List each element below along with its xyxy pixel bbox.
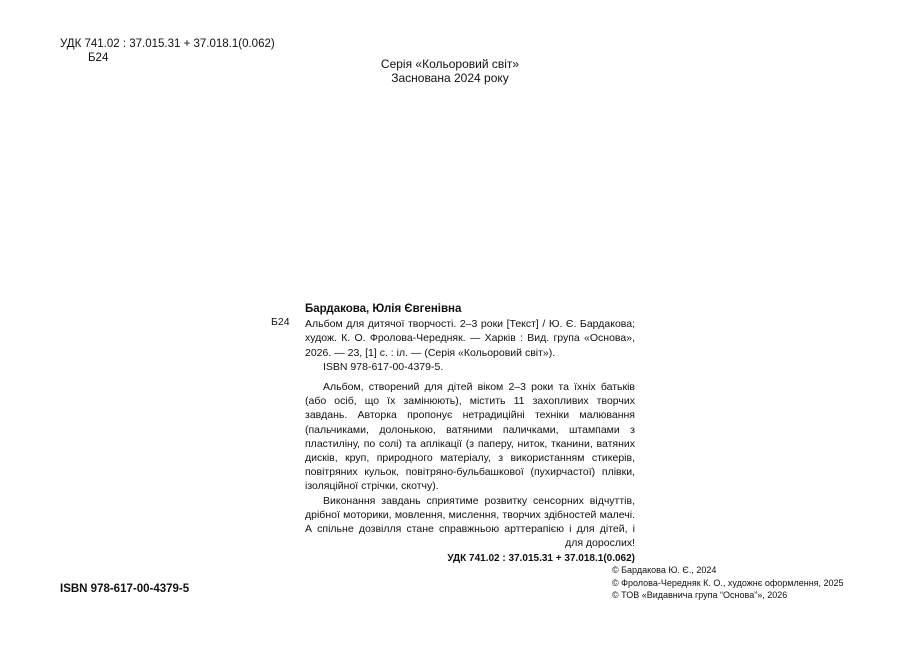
classification-code-header: Б24 [88,52,109,64]
card-classification-code: Б24 [271,316,290,328]
copyright-line: © Фролова-Чередняк К. О., художнє оформлення, 2025 [612,577,844,588]
card-annotation-paragraph-2: Виконання завдань сприятиме розвитку сенсорних відчуттів, дрібної моторики, мовлення, мислення, творчих здібностей малечі. А спільне дозвілля стане справжньою арттерапією і для дітей, і для дорослих! [305,494,635,550]
copyright-block [612,564,844,602]
series-founded: Заснована 2024 року [391,71,509,85]
card-bibliographic-description: Альбом для дитячої творчості. 2–3 роки [Текст] / Ю. Є. Бардакова; худож. К. О. Фролова-Чередняк. — Харків : Вид. група «Основа», 2026. — 23, [1] с. : іл. — (Серія «Кольоровий світ»). [305,318,635,359]
card-annotation-paragraph-1: Альбом, створений для дітей віком 2–3 роки та їхніх батьків (або осіб, що їх замінюють), містить 11 захопливих творчих завдань. Авторка пропонує нетрадиційні техніки малювання (пальчиками, долонькою, ватяними паличками, штампами з пластиліну, по солі) та аплікації (з паперу, ниток, тканини, ватяних дисків, круп, природного матеріалу, з використанням стикерів, повітряних кульок, повітряно-бульбашкової (пухирчастої) плівки, ізоляційної стрічки, скотчу). [305,381,635,493]
series-title: Серія «Кольоровий світ» [380,57,520,71]
footer-isbn: ISBN 978-617-00-4379-5 [60,583,190,595]
card-isbn: ISBN 978-617-00-4379-5. [323,360,444,373]
catalog-card [305,302,635,567]
card-author: Бардакова, Юлія Євгенівна [305,303,462,315]
udk-header: УДК 741.02 : 37.015.31 + 37.018.1(0.062) [60,38,275,50]
copyright-line: © ТОВ «Видавнича група “Основа”», 2026 [612,590,788,600]
copyright-line: © Бардакова Ю. Є., 2024 [612,565,717,575]
card-udk: УДК 741.02 : 37.015.31 + 37.018.1(0.062) [447,553,635,565]
